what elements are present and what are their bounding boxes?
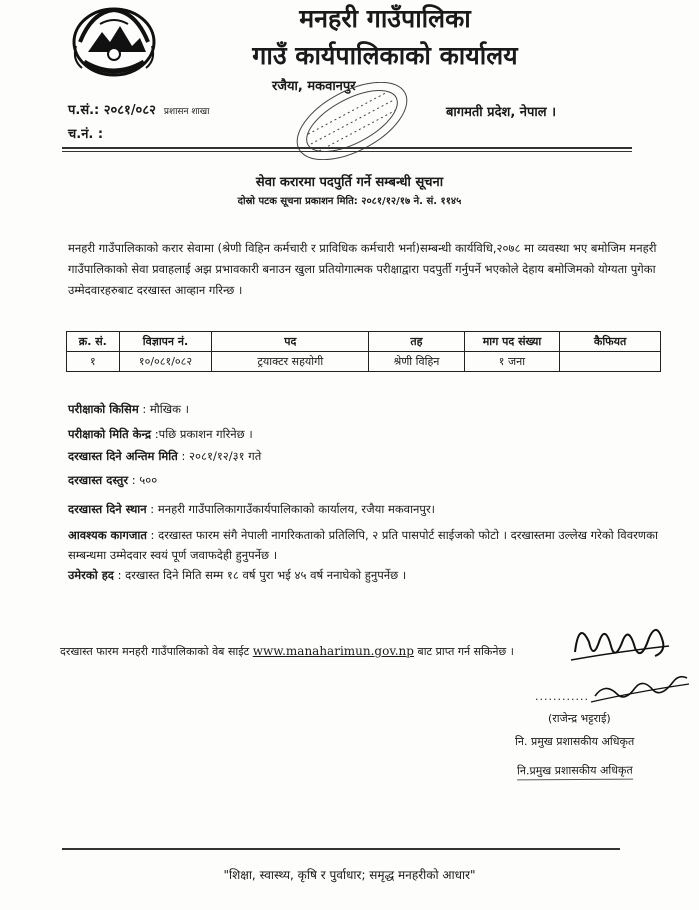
age-value: : दरखास्त दिने मिति सम्म १८ वर्ष पुरा भई ४५ वर्ष ननाघेको हुनुपर्नेछ । <box>113 568 407 582</box>
nepal-emblem-icon <box>70 2 158 78</box>
exam-type <box>68 402 189 417</box>
footer-divider <box>62 848 620 850</box>
col-post: पद <box>212 332 369 352</box>
col-level: तह <box>369 332 465 352</box>
signature-dots: ............ <box>535 690 589 703</box>
designation-stamp: नि.प्रमुख प्रशासकीय अधिकृत <box>517 763 633 781</box>
deadline <box>68 449 261 464</box>
col-quantity: माग पद संख्या <box>464 332 559 352</box>
signatory-name: (राजेन्द्र भट्टराई) <box>548 712 611 725</box>
cell-serial: १ <box>67 352 120 372</box>
province-name: बागमती प्रदेश, नेपाल । <box>446 105 557 120</box>
col-serial: क्र. सं. <box>67 332 120 352</box>
dispatch-number: च.नं. : <box>68 127 104 142</box>
footer-motto: "शिक्षा, स्वास्थ्य, कृषि र पुर्वाधार; समृद्ध मनहरीको आधार" <box>223 868 476 882</box>
vacancy-table <box>66 331 661 372</box>
header-divider-thin <box>62 151 632 152</box>
ref-section-text: प्रशासन शाखा <box>163 107 210 117</box>
cell-quantity: १ जना <box>464 352 559 372</box>
website-after-text: बाट प्राप्त गर्न सकिनेछ । <box>413 645 514 658</box>
exam-date-value: :पछि प्रकाशन गरिनेछ । <box>151 427 253 441</box>
application-place <box>68 502 435 517</box>
notice-title: सेवा करारमा पदपुर्ति गर्ने सम्बन्धी सूचना <box>255 175 444 190</box>
ref-no-text: प.सं.: २०८१/०८२ <box>68 103 156 118</box>
cell-advert-no: १०/०८१/०८२ <box>119 352 212 372</box>
application-fee <box>68 473 157 488</box>
docs-value: : दरखास्त फारम संगै नेपाली नागरिकताको प्रतिलिपि, २ प्रति पासपोर्ट साईजको फोटो । दरखास्तमा उल्लेख गरेको विवरणका सम्बन्धमा उम्मेदवार स्वयं पूर्ण जवाफदेही हुनुपर्नेछ । <box>68 528 658 562</box>
website-link[interactable]: www.manaharimun.gov.np <box>252 644 414 658</box>
reference-number <box>68 100 210 118</box>
required-documents-block <box>68 525 683 585</box>
table-row <box>67 352 661 372</box>
cell-level: श्रेणी विहिन <box>369 352 465 372</box>
age-limit <box>68 565 683 585</box>
office-address: रजैया, मकवानपुर <box>272 79 356 94</box>
website-line <box>60 644 514 659</box>
col-remarks: कैफियत <box>560 332 661 352</box>
office-name: गाउँ कार्यपालिकाको कार्यालय <box>252 41 518 70</box>
header-divider <box>62 147 632 149</box>
exam-type-label: परीक्षाको किसिम <box>68 402 139 416</box>
cell-post: ट्रयाक्टर सहयोगी <box>212 352 369 372</box>
notice-subtitle: दोस्रो पटक सूचना प्रकाशन मिति: २०८१/१२/१७ ने. सं. ११४५ <box>237 196 462 207</box>
exam-date-label: परीक्षाको मिति केन्द्र <box>68 427 152 441</box>
docs-label: आवश्यक कागजात <box>68 528 147 542</box>
place-label: दरखास्त दिने स्थान <box>68 502 147 516</box>
age-label: उमेरको हद <box>68 568 114 582</box>
fee-label: दरखास्त दस्तुर <box>68 473 129 487</box>
col-advert-no: विज्ञापन नं. <box>119 332 212 352</box>
cell-remarks <box>560 352 661 372</box>
deadline-label: दरखास्त दिने अन्तिम मिति <box>68 449 178 463</box>
required-documents <box>68 525 683 565</box>
notice-paragraph: मनहरी गाउँपालिकाको करार सेवामा (श्रेणी विहिन कर्मचारी र प्राविधिक कर्मचारी भर्ना)सम्बन्धी कार्यविधि,२०७८ मा व्यवस्था भए बमोजिम मनहरी गाउँपालिकाको सेवा प्रवाहलाई अझ प्रभावकारी बनाउन खुला प्रतियोगात्मक परीक्षाद्वारा पदपुर्ती गर्नुपर्ने भएकोले देहाय बमोजिमको योग्यता पुगेका उम्मेदवारहरुबाट दरखास्त आव्हान गरिन्छ । <box>68 241 657 297</box>
website-before-text: दरखास्त फारम मनहरी गाउँपालिकाको वेब साईट <box>60 645 253 658</box>
exam-type-value: : मौखिक । <box>138 402 189 416</box>
exam-date <box>68 427 253 442</box>
fee-value: : ५०० <box>128 473 158 487</box>
place-value: : मनहरी गाउँपालिकागाउँकार्यपालिकाको कार्यालय, रजैया मकवानपुर। <box>146 502 436 516</box>
signatory-title: नि. प्रमुख प्रशासकीय अधिकृत <box>515 735 635 748</box>
table-header-row <box>67 332 661 352</box>
deadline-value: : २०८१/१२/३१ गते <box>177 449 262 463</box>
municipality-name: मनहरी गाउँपालिका <box>299 4 471 33</box>
